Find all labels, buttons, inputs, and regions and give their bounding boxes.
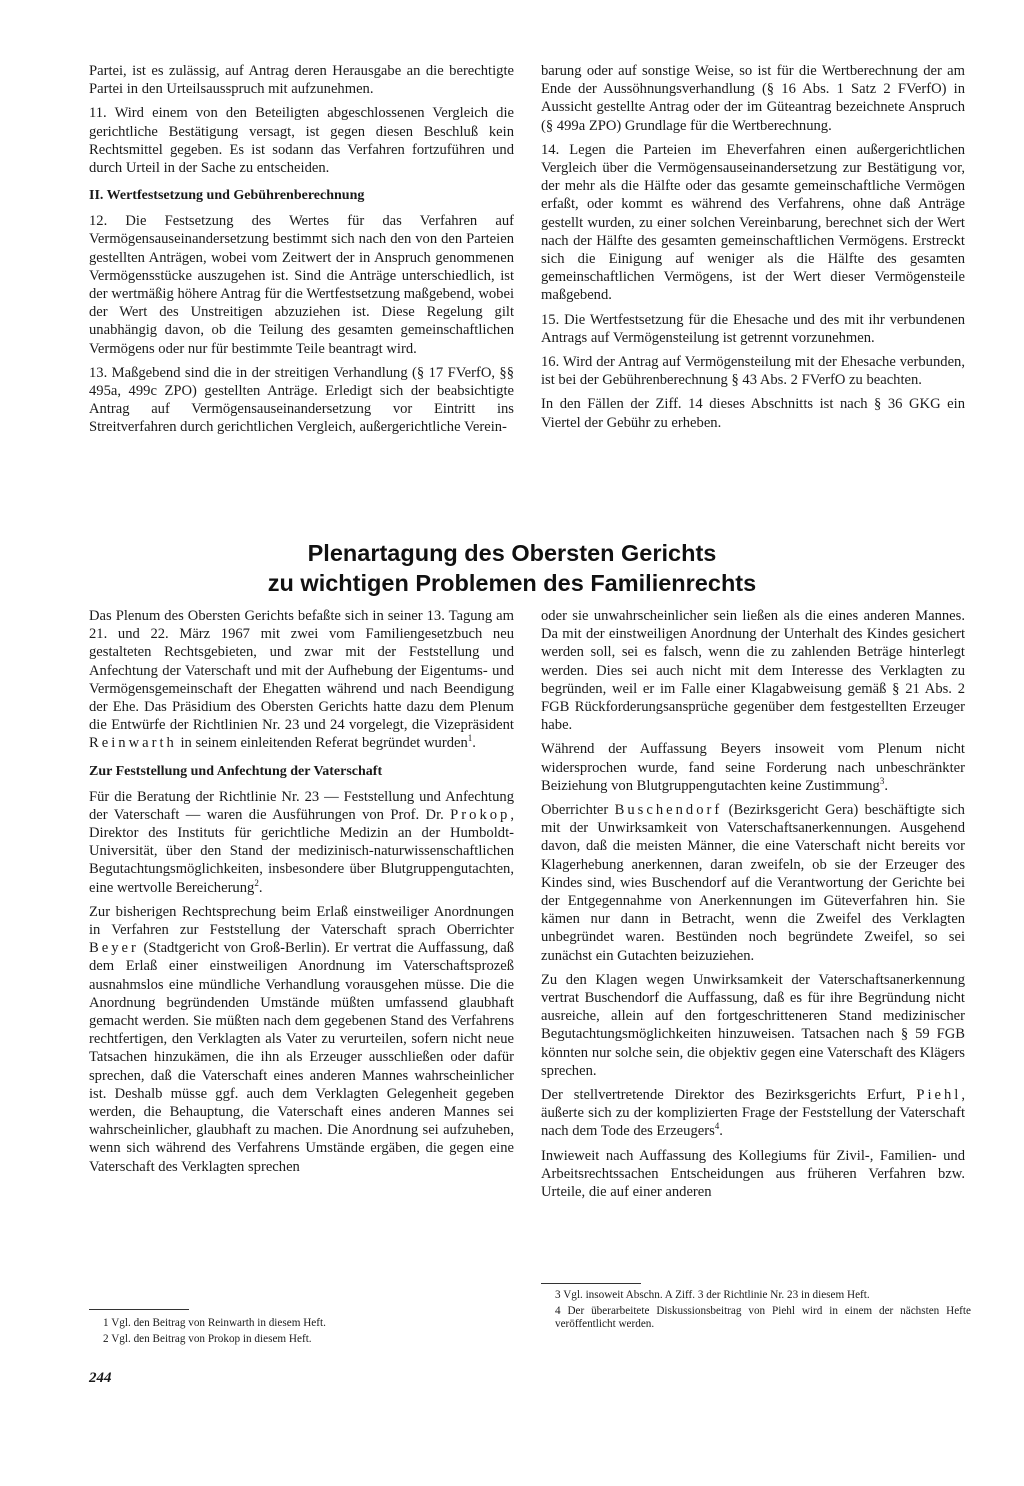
footnote-marker: 2 xyxy=(254,877,259,888)
footnote-marker: 3 xyxy=(879,775,885,786)
section-heading: Zur Feststellung und Anfechtung der Vaterschaft xyxy=(89,763,383,779)
spaced-name: Prokop xyxy=(450,806,511,823)
paragraph: Für die Beratung der Richtlinie Nr. 23 — Feststellung und Anfechtung der Vaterschaft — waren die Ausführungen von Prof. Dr. Prokop, Direktor des Instituts für gerichtliche Medizin an der Humboldt-Universität, über den Stand der medizinisch-naturwissenschaftlichen Begutachtungsmöglichkeiten, insbesondere über Blutgruppengutachten, eine wertvolle Bereicherung$^2$. xyxy=(89,788,514,896)
paragraph: 15. Die Wertfestsetzung für die Ehesache und des mit ihr verbundenen Antrags auf Vermögensteilung ist getrennt vorzunehmen. xyxy=(541,311,965,346)
paragraph: In den Fällen der Ziff. 14 dieses Abschnitts ist nach § 36 GKG ein Viertel der Gebühr zu erheben. xyxy=(541,396,965,431)
spaced-name: Piehl xyxy=(916,1087,962,1104)
paragraph: Zur bisherigen Rechtsprechung beim Erlaß einstweiliger Anordnungen in Verfahren zur Feststellung der Vaterschaft sprach Oberrichter Beyer (Stadtgericht von Groß-Berlin). Er vertrat die Auffassung, daß dem Erlaß einer einstweiligen Anordnung im Vaterschaftsprozeß ausnahmslos eine mündliche Verhandlung vorausgehen müsse. Die die Anordnung begründenden Umstände müßten umfassend glaubhaft gemacht werden. Sie müßten nach dem gegebenen Stand des Verfahrens rechtfertigen, den Verklagten als Vater zu verurteilen, sofern nicht neue Tatsachen hinzukämen, die ihn als Erzeuger ausschließen oder dafür sprechen, daß die Vaterschaft eines anderen Mannes wahrscheinlicher ist. Deshalb müsse ggf. auch dem Verklagten Gelegenheit gegeben werden, die Behauptung, die Vaterschaft eines anderen Mannes sei wahrscheinlicher, glaubhaft zu machen. Die Anordnung sei aufzuheben, wenn sich während des Verfahrens Umstände ergäben, die gegen eine Vaterschaft des Verklagten sprechen xyxy=(89,903,514,1175)
top-right-column xyxy=(541,62,965,438)
paragraph: barung oder auf sonstige Weise, so ist für die Wertberechnung der am Ende der Aussöhnungsverhandlung (§ 16 Abs. 1 Satz 2 FVerfO) in Aussicht gestellte Antrag oder der im Güteantrag bezeichnete Anspruch (§ 499a ZPO) Grundlage für die Wertberechnung. xyxy=(541,63,965,134)
bottom-right-column xyxy=(541,607,965,1207)
section-heading: II. Wertfestsetzung und Gebührenberechnung xyxy=(89,188,365,204)
footnote: 3 Vgl. insoweit Abschn. A Ziff. 3 der Richtlinie Nr. 23 in diesem Heft. xyxy=(555,1289,870,1301)
footnote: 1 Vgl. den Beitrag von Reinwarth in diesem Heft. xyxy=(103,1317,326,1329)
paragraph: Während der Auffassung Beyers insoweit vom Plenum nicht widersprochen wurde, fand seine Forderung nach unbeschränkter Beiziehung von Blutgruppengutachten keine Zustimmung$^3$. xyxy=(541,741,965,794)
paragraph: Oberrichter Buschendorf (Bezirksgericht Gera) beschäftigte sich mit der Unwirksamkeit von Vaterschaftsanerkennungen. Ausgehend davon, daß die meisten Männer, die eine Vaterschaft nicht bereits vor Klagerhebung anerkennen, daran zweifeln, ob sie der Erzeuger des Kindes sind, wies Buschendorf auf die Verantwortung der Gerichte bei der Entgegennahme von Anerkennungen im Güteverfahren hin. Sie kämen nur dann in Betracht, wenn die Zweifel des Verklagten unbegründet waren. Bestünden noch begründete Zweifel, so sei zunächst ein Gutachten beizuziehen. xyxy=(541,802,965,964)
paragraph: Das Plenum des Obersten Gerichts befaßte sich in seiner 13. Tagung am 21. und 22. März 1967 mit zwei vom Familiengesetzbuch neu gestalteten Rechtsgebieten, und zwar mit der Feststellung und Anfechtung der Vaterschaft und mit der Aufhebung der Eigentums- und Vermögensgemeinschaft der Ehegatten während und nach Beendigung der Ehe. Das Präsidium des Obersten Gerichts hatte dazu dem Plenum die Entwürfe der Richtlinien Nr. 23 und 24 vorgelegt, die Vizepräsident Reinwarth in seinem einleitenden Referat begründet wurden$^1$. xyxy=(89,608,514,752)
footnote-marker: 4 xyxy=(714,1121,720,1132)
footnotes-left xyxy=(103,1317,513,1348)
bottom-left-column xyxy=(89,607,514,1182)
paragraph: Zu den Klagen wegen Unwirksamkeit der Vaterschaftsanerkennung vertrat Buschendorf die Auffassung, daß es für ihre Begründung nicht ausreiche, allein auf den fortgeschritteneren Stand medizinischer Begutachtungsmöglichkeiten hinzuweisen. Tatsachen nach § 59 FGB könnten nur solche sein, die objektiv gegen eine Vaterschaft des Klägers sprechen. xyxy=(541,971,965,1079)
paragraph: 13. Maßgebend sind die in der streitigen Verhandlung (§ 17 FVerfO, §§ 495a, 499c ZPO) gestellten Anträge. Erledigt sich der beabsichtigte Antrag auf Vermögensauseinandersetzung vor Eintritt ins Streitverfahren durch gerichtlichen Vergleich, außergerichtliche Verein- xyxy=(89,364,514,436)
paragraph: 11. Wird einem von den Beteiligten abgeschlossenen Vergleich die gerichtliche Bestätigung versagt, ist gegen diesen Beschluß kein Rechtsmittel gegeben. Es ist sodann das Verfahren fortzuführen und durch Urteil in der Sache zu entscheiden. xyxy=(89,105,514,177)
page-number: 244 xyxy=(89,1370,112,1386)
article-headline xyxy=(0,538,1024,598)
footnote-separator xyxy=(89,1309,189,1310)
paragraph: Partei, ist es zulässig, auf Antrag deren Herausgabe an die berechtigte Partei in den Urteilsausspruch mit aufzunehmen. xyxy=(89,63,514,98)
headline-line-2: zu wichtigen Problemen des Familienrechts xyxy=(267,570,757,596)
paragraph: Der stellvertretende Direktor des Bezirksgerichts Erfurt, Piehl, äußerte sich zu der komplizierten Frage der Feststellung der Vaterschaft nach dem Tode des Erzeugers$^4$. xyxy=(541,1087,965,1140)
paragraph: 12. Die Festsetzung des Wertes für das Verfahren auf Vermögensauseinandersetzung bestimmt sich nach den von den Parteien gestellten Anträgen, wobei vom Zeitwert der in Anspruch genommenen Vermögensstücke auszugehen ist. Sind die Anträge unterschiedlich, ist der wertmäßig höhere Antrag für die Wertfestsetzung maßgebend, wobei der Wert des Unstreitigen abzuziehen ist. Diese Regelung gilt unabhängig davon, ob die Teilung des gesamten gemeinschaftlichen Vermögens oder nur für bestimmte Teile beantragt wird. xyxy=(89,213,514,357)
headline-line-1: Plenartagung des Obersten Gerichts xyxy=(307,540,717,566)
spaced-name: Buschendorf xyxy=(614,802,723,819)
paragraph: Inwieweit nach Auffassung des Kollegiums für Zivil-, Familien- und Arbeitsrechtssachen Entscheidungen aus früheren Verfahren bzw. Urteile, die auf einer anderen xyxy=(541,1147,965,1201)
footnotes-right xyxy=(555,1289,971,1334)
paragraph: 14. Legen die Parteien im Eheverfahren einen außergerichtlichen Vergleich über die Vermögensauseinandersetzung zur Bestätigung vor, der mehr als die Hälfte oder das gesamte gemeinschaftliche Vermögen erfaßt, oder kommt es während des Verfahrens, ohne daß Anträge gestellt wurden, zu einer solchen Vereinbarung, berechnet sich der Wert nach der Hälfte des gesamten gemeinschaftlichen Vermögens. Erstreckt sich die Einigung auf weniger als die Hälfte des gesamten gemeinschaftlichen Vermögens, ist der Wert dieser Vermögensteile maßgebend. xyxy=(541,141,965,304)
footnote: 4 Der überarbeitete Diskussionsbeitrag von Piehl wird in einem der nächsten Hefte veröffentlicht werden. xyxy=(555,1304,971,1330)
paragraph: oder sie unwahrscheinlicher sein ließen als die eines anderen Mannes. Da mit der einstweiligen Anordnung der Unterhalt des Kindes gesichert werden soll, sei es falsch, wenn die zu zahlenden Beträge hinterlegt werden. Dies sei auch nicht mit dem Interesse des Verklagten zu begründen, weil er im Falle einer Klagabweisung gemäß § 21 Abs. 2 FGB Rückforderungsansprüche gegenüber dem festgestellten Erzeuger habe. xyxy=(541,608,965,734)
spaced-name: Beyer xyxy=(89,940,139,957)
footnote-marker: 1 xyxy=(467,733,473,744)
footnote-separator xyxy=(541,1283,641,1284)
spaced-name: Reinwarth xyxy=(89,735,177,752)
paragraph: 16. Wird der Antrag auf Vermögensteilung mit der Ehesache verbunden, ist bei der Gebührenberechnung § 43 Abs. 2 FVerfO zu beachten. xyxy=(541,354,965,389)
top-left-column xyxy=(89,62,514,443)
footnote: 2 Vgl. den Beitrag von Prokop in diesem Heft. xyxy=(103,1332,312,1345)
